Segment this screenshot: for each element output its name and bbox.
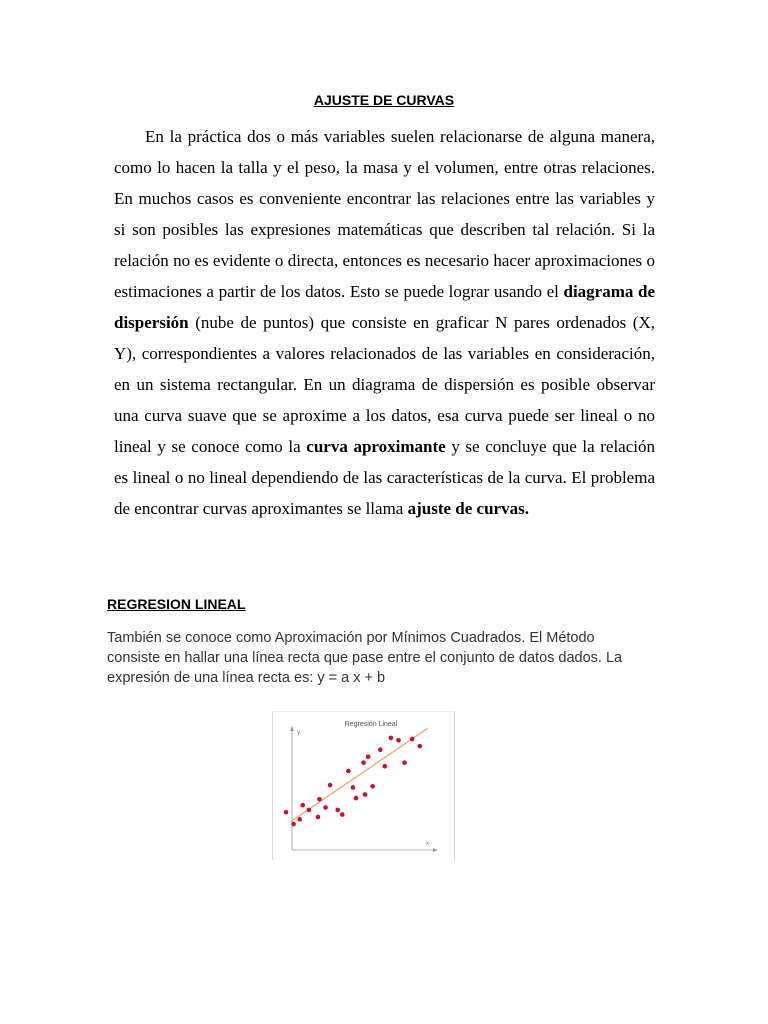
term-curva-aproximante: curva aproximante	[306, 437, 446, 456]
data-point-9	[335, 808, 340, 813]
fit-line	[291, 728, 428, 821]
data-point-4	[307, 808, 312, 813]
y-axis-arrow	[290, 726, 294, 731]
data-point-2	[297, 817, 302, 822]
term-ajuste-curvas: ajuste de curvas.	[407, 499, 529, 518]
term-diagrama-dispersion: diagrama de dispersión	[114, 282, 655, 332]
data-point-21	[396, 738, 401, 743]
data-point-14	[361, 760, 366, 765]
intro-text-2: (nube de puntos) que consiste en graficar N pares ordenados (X, Y), correspondientes a valores relacionados de las variables en consideración, en un sistema rectangular. En un diagrama de dispersión es posible observar una curva suave que se aproxime a los datos, esa curva puede ser lineal o no lineal y se conoce como la	[114, 313, 655, 456]
y-axis-label: y	[297, 730, 300, 736]
data-point-24	[418, 744, 423, 749]
data-point-12	[351, 785, 356, 790]
data-point-22	[402, 760, 407, 765]
data-point-18	[378, 747, 383, 752]
data-point-23	[410, 737, 415, 742]
intro-text-1: En la práctica dos o más variables suelen relacionarse de alguna manera, como lo hacen la talla y el peso, la masa y el volumen, entre otras relaciones. En muchos casos es conveniente encontrar las relaciones entre las variables y si son posibles las expresiones matemáticas que describen tal relación. Si la relación no es evidente o directa, entonces es necesario hacer aproximaciones o estimaciones a partir de los datos. Esto se puede lograr usando el	[114, 127, 655, 301]
x-axis-arrow	[433, 848, 438, 852]
data-point-5	[316, 815, 321, 820]
regression-chart-svg	[273, 712, 454, 860]
data-point-13	[354, 796, 359, 801]
data-point-19	[383, 764, 388, 769]
document-title: AJUSTE DE CURVAS	[313, 92, 455, 108]
chart-title: Regresión Lineal	[344, 721, 398, 728]
data-point-11	[346, 769, 351, 774]
data-point-17	[370, 784, 375, 789]
section-paragraph: También se conoce como Aproximación por Mínimos Cuadrados. El Método consiste en hallar una línea recta que pase entre el conjunto de datos dados. La expresión de una línea recta es: y = a x + b	[107, 630, 623, 686]
data-point-3	[300, 803, 305, 808]
data-point-20	[389, 736, 394, 741]
data-point-10	[340, 812, 345, 817]
intro-text-3: y se concluye que la relación es lineal o no lineal dependiendo de las características de la curva. El problema de encontrar curvas aproximantes se llama	[114, 437, 655, 518]
intro-paragraph	[114, 121, 655, 524]
section-heading-regresion: REGRESION LINEAL	[107, 596, 246, 612]
data-point-1	[291, 822, 296, 827]
data-point-8	[328, 783, 333, 788]
data-point-16	[366, 754, 371, 759]
data-point-15	[363, 792, 368, 797]
data-point-0	[284, 810, 289, 815]
x-axis-label: x	[426, 841, 429, 847]
data-point-6	[317, 797, 322, 802]
regression-chart	[272, 711, 455, 860]
data-point-7	[323, 805, 328, 810]
